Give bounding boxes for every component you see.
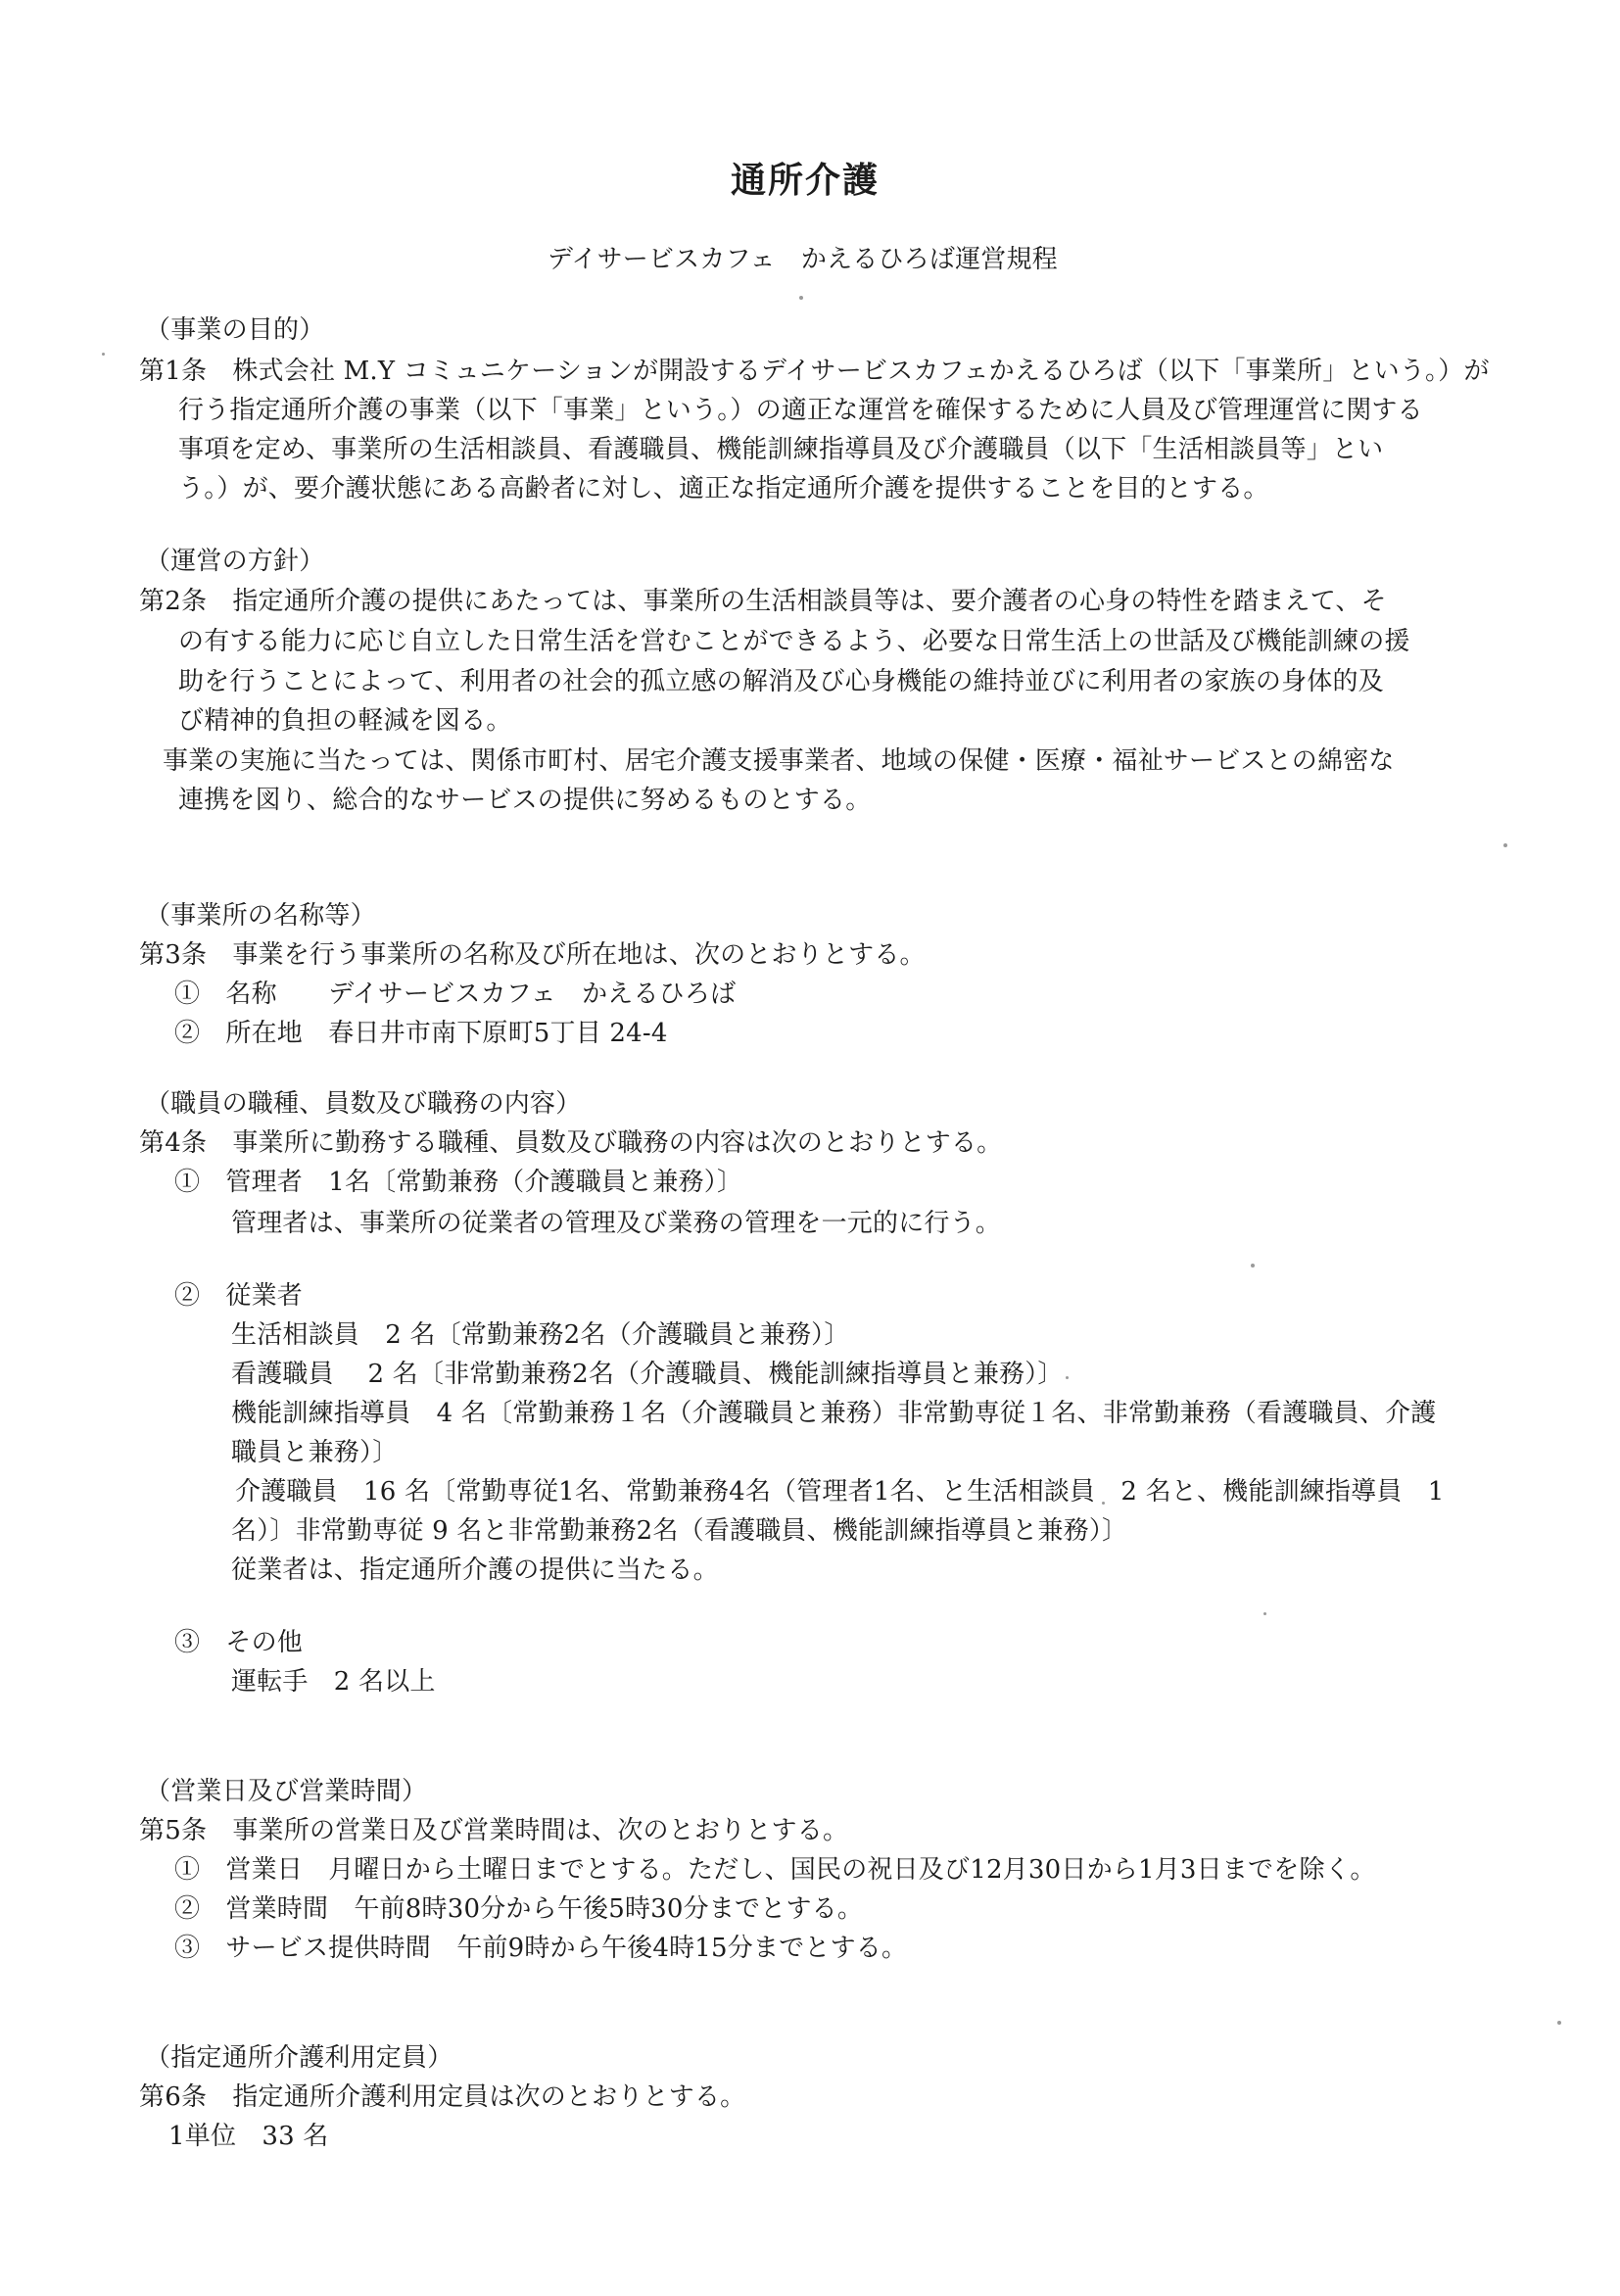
article-4-item: ① 管理者 1名〔常勤兼務（介護職員と兼務）〕 <box>174 1168 743 1197</box>
scan-speck <box>799 296 803 300</box>
article-5-heading: （営業日及び営業時間） <box>145 1777 428 1806</box>
scan-speck <box>1503 843 1507 847</box>
article-4-line: 機能訓練指導員 4 名〔常勤兼務１名（介護職員と兼務）非常勤専従１名、非常勤兼務（看護職員、介護 <box>231 1399 1437 1428</box>
article-5-item: ③ サービス提供時間 午前9時から午後4時15分までとする。 <box>174 1934 908 1963</box>
article-5-item: ② 営業時間 午前8時30分から午後5時30分までとする。 <box>174 1894 864 1924</box>
article-4-line: 職員と兼務）〕 <box>231 1438 399 1467</box>
article-4-line: 生活相談員 2 名〔常勤兼務2名（介護職員と兼務）〕 <box>231 1320 850 1350</box>
article-3-item: ② 所在地 春日井市南下原町5丁目 24-4 <box>174 1019 668 1048</box>
article-5-item: ① 営業日 月曜日から土曜日までとする。ただし、国民の祝日及び12月30日から1月3日までを除く。 <box>174 1855 1376 1885</box>
article-4-line: 運転手 2 名以上 <box>231 1667 436 1697</box>
article-2-line: の有する能力に応じ自立した日常生活を営むことができるよう、必要な日常生活上の世話及び機能訓練の援 <box>178 627 1410 656</box>
scan-speck <box>102 353 105 356</box>
article-5-line: 第5条 事業所の営業日及び営業時間は、次のとおりとする。 <box>139 1816 849 1845</box>
article-4-line: 管理者は、事業所の従業者の管理及び業務の管理を一元的に行う。 <box>231 1209 1002 1238</box>
article-4-item: ③ その他 <box>174 1628 304 1657</box>
article-4-line: 介護職員 16 名〔常勤専従1名、常勤兼務4名（管理者1名、と生活相談員 2 名と、機能訓練指導員 1 <box>235 1477 1445 1507</box>
article-4-item: ② 従業者 <box>174 1281 304 1311</box>
article-3-heading: （事業所の名称等） <box>145 901 376 931</box>
scan-speck <box>1557 2021 1561 2025</box>
article-2-line: 連携を図り、総合的なサービスの提供に努めるものとする。 <box>178 786 872 815</box>
article-4-line: 従業者は、指定通所介護の提供に当たる。 <box>231 1555 719 1585</box>
article-2-line: び精神的負担の軽減を図る。 <box>178 706 512 736</box>
article-1-line: 事項を定め、事業所の生活相談員、看護職員、機能訓練指導員及び介護職員（以下「生活相談員等」とい <box>178 435 1384 464</box>
article-2-line: 事業の実施に当たっては、関係市町村、居宅介護支援事業者、地域の保健・医療・福祉サービスとの綿密な <box>163 746 1395 776</box>
article-4-line: 看護職員 2 名〔非常勤兼務2名（介護職員、機能訓練指導員と兼務）〕 <box>231 1360 1064 1389</box>
article-4-line: 名）〕非常勤専従 9 名と非常勤兼務2名（看護職員、機能訓練指導員と兼務）〕 <box>231 1516 1128 1546</box>
article-2-heading: （運営の方針） <box>145 547 325 576</box>
article-3-line: 第3条 事業を行う事業所の名称及び所在地は、次のとおりとする。 <box>139 940 926 970</box>
article-1-heading: （事業の目的） <box>145 315 325 345</box>
article-2-line: 第2条 指定通所介護の提供にあたっては、事業所の生活相談員等は、要介護者の心身の特性を踏まえて、そ <box>139 587 1387 616</box>
article-6-line: 1単位 33 名 <box>168 2122 329 2151</box>
article-3-item: ① 名称 デイサービスカフェ かえるひろば <box>174 980 737 1009</box>
scan-speck <box>1251 1264 1255 1268</box>
article-2-line: 助を行うことによって、利用者の社会的孤立感の解消及び心身機能の維持並びに利用者の家族の身体的及 <box>178 667 1384 696</box>
article-1-line: 行う指定通所介護の事業（以下「事業」という。）の適正な運営を確保するために人員及び管理運営に関する <box>178 396 1423 425</box>
article-6-heading: （指定通所介護利用定員） <box>145 2043 453 2073</box>
article-4-line: 第4条 事業所に勤務する職種、員数及び職務の内容は次のとおりとする。 <box>139 1128 1003 1158</box>
article-6-line: 第6条 指定通所介護利用定員は次のとおりとする。 <box>139 2082 746 2112</box>
article-4-heading: （職員の職種、員数及び職務の内容） <box>145 1089 582 1119</box>
article-1-line: う。）が、要介護状態にある高齢者に対し、適正な指定通所介護を提供することを目的とする。 <box>178 474 1269 503</box>
scan-speck <box>1263 1612 1266 1615</box>
scan-speck <box>1066 1376 1069 1379</box>
document-subtitle: デイサービスカフェ かえるひろば運営規程 <box>548 245 1058 274</box>
document-title: 通所介護 <box>731 160 881 201</box>
article-1-line: 第1条 株式会社 M.Y コミュニケーションが開設するデイサービスカフェかえるひろば（以下「事業所」という。）が <box>139 357 1490 386</box>
